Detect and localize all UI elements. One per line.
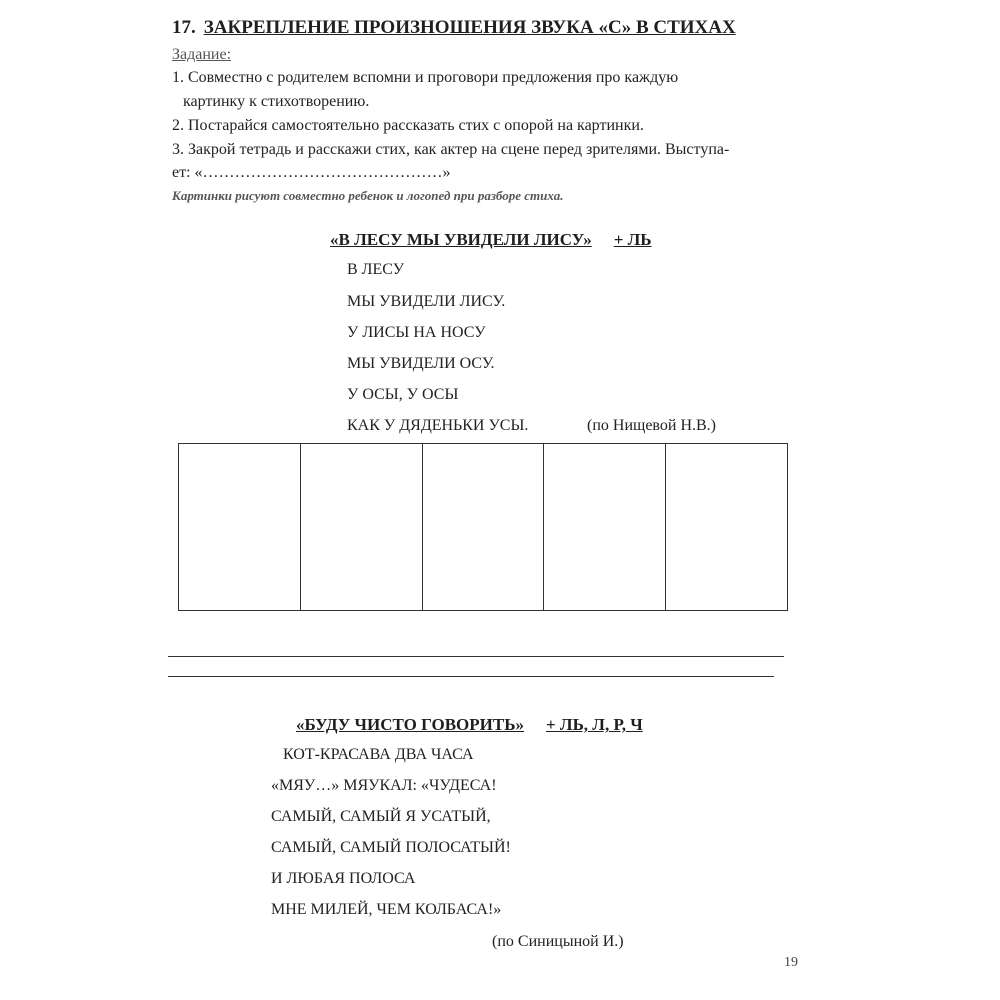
poem1-title-text: «В ЛЕСУ МЫ УВИДЕЛИ ЛИСУ» bbox=[330, 230, 592, 249]
poem1-line-3: У ЛИСЫ НА НОСУ bbox=[347, 324, 486, 341]
poem1-line-6: КАК У ДЯДЕНЬКИ УСЫ. bbox=[347, 417, 529, 434]
writing-line-1[interactable] bbox=[168, 656, 784, 657]
picture-cell[interactable] bbox=[301, 444, 423, 610]
poem1-line-4: МЫ УВИДЕЛИ ОСУ. bbox=[347, 355, 495, 372]
poem2-line-3: САМЫЙ, САМЫЙ Я УСАТЫЙ, bbox=[271, 808, 491, 825]
writing-line-2[interactable] bbox=[168, 676, 774, 677]
poem1-line-1: В ЛЕСУ bbox=[347, 261, 405, 278]
poem2-line-1: КОТ-КРАСАВА ДВА ЧАСА bbox=[283, 746, 474, 763]
task-label: Задание: bbox=[172, 46, 232, 63]
picture-cell[interactable] bbox=[179, 444, 301, 610]
poem2-author: (по Синицыной И.) bbox=[492, 933, 624, 950]
poem1-line-2: МЫ УВИДЕЛИ ЛИСУ. bbox=[347, 293, 506, 310]
poem2-line-2: «МЯУ…» МЯУКАЛ: «ЧУДЕСА! bbox=[271, 777, 497, 794]
drawing-note: Картинки рисуют совместно ребенок и логопед при разборе стиха. bbox=[172, 188, 564, 203]
task-line-4: 3. Закрой тетрадь и расскажи стих, как актер на сцене перед зрителями. Выступа- bbox=[172, 141, 730, 158]
poem2-line-6: МНЕ МИЛЕЙ, ЧЕМ КОЛБАСА!» bbox=[271, 901, 502, 918]
poem1-author: (по Нищевой Н.В.) bbox=[587, 417, 716, 434]
section-number: 17. bbox=[172, 17, 196, 38]
poem1-sounds: + ЛЬ bbox=[613, 230, 652, 249]
poem2-title bbox=[296, 715, 643, 735]
poem1-line-5: У ОСЫ, У ОСЫ bbox=[347, 386, 459, 403]
page-number: 19 bbox=[784, 955, 798, 970]
poem2-line-4: САМЫЙ, САМЫЙ ПОЛОСАТЫЙ! bbox=[271, 839, 511, 856]
picture-grid bbox=[178, 443, 788, 611]
poem2-title-text: «БУДУ ЧИСТО ГОВОРИТЬ» bbox=[296, 715, 524, 734]
task-line-3: 2. Постарайся самостоятельно рассказать стих с опорой на картинки. bbox=[172, 117, 644, 134]
poem2-line-5: И ЛЮБАЯ ПОЛОСА bbox=[271, 870, 416, 887]
poem1-title bbox=[330, 230, 652, 250]
task-line-5: ет: «………………………………………» bbox=[172, 164, 451, 181]
section-title: ЗАКРЕПЛЕНИЕ ПРОИЗНОШЕНИЯ ЗВУКА «С» В СТИХАХ bbox=[203, 17, 736, 38]
picture-cell[interactable] bbox=[423, 444, 545, 610]
picture-cell[interactable] bbox=[666, 444, 787, 610]
poem2-sounds: + ЛЬ, Л, Р, Ч bbox=[545, 715, 643, 734]
picture-cell[interactable] bbox=[544, 444, 666, 610]
task-line-2: картинку к стихотворению. bbox=[183, 93, 370, 110]
section-heading bbox=[172, 17, 736, 39]
task-line-1: 1. Совместно с родителем вспомни и проговори предложения про каждую bbox=[172, 69, 679, 86]
